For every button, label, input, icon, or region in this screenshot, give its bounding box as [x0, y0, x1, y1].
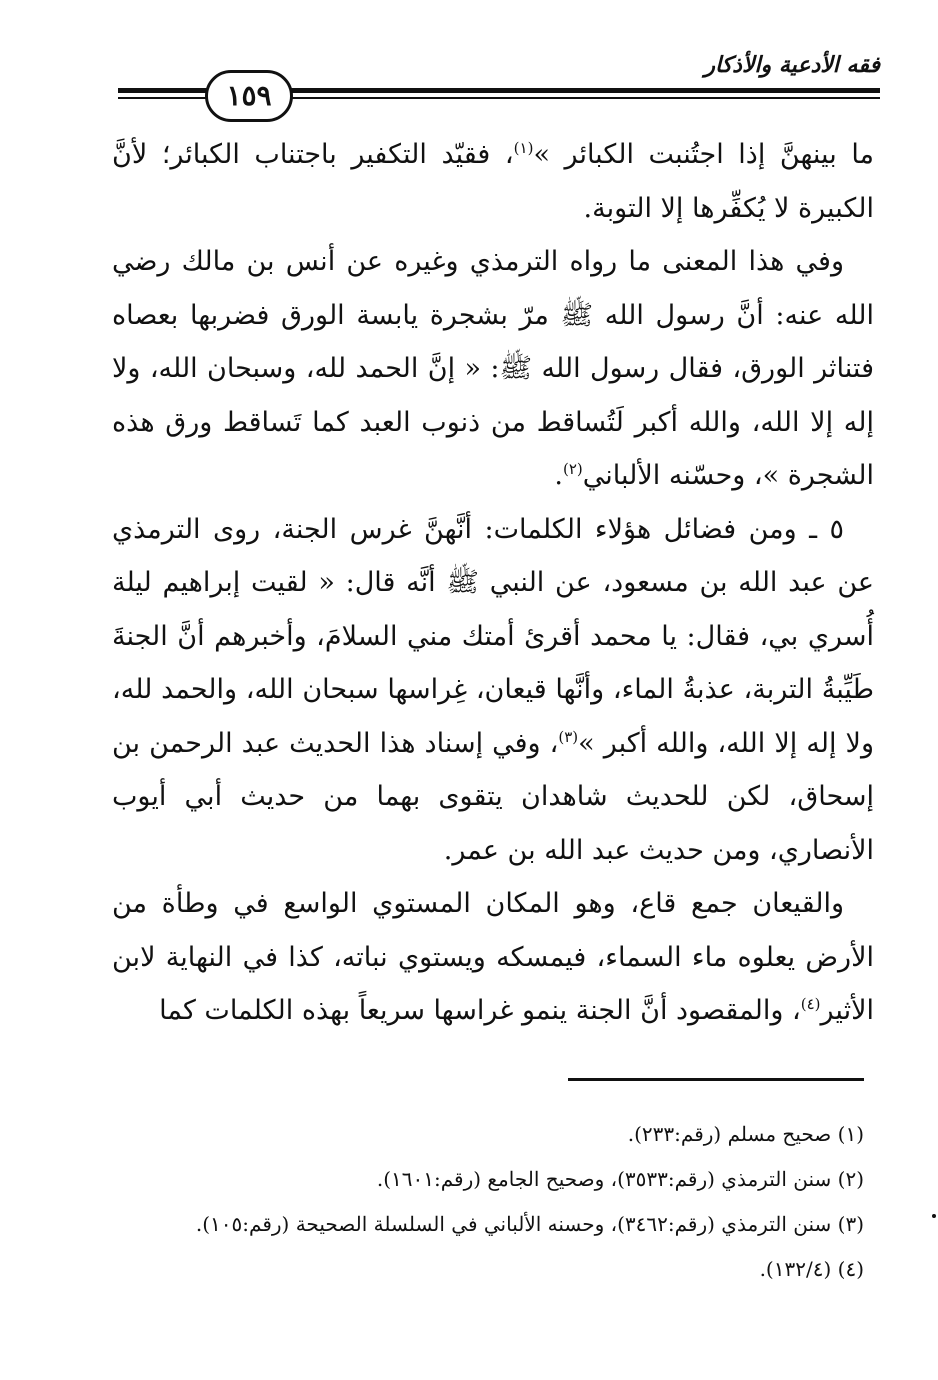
footnote-ref: (٣) — [558, 727, 579, 746]
page-number: ١٥٩ — [205, 70, 293, 122]
footnote-ref: (٤) — [800, 995, 821, 1013]
paragraph: والقيعان جمع قاع، وهو المكان المستوي الواسع في وطأة من الأرض يعلوه ماء السماء، فيمسكه ويستوي نباته، كذا في النهاية لابن الأثير$^{(٤)}$، والمقصود أنَّ الجنة ينمو غراسها سريعاً بهذه الكلمات كما — [112, 888, 874, 1026]
footnote-ref: (٢) — [562, 460, 583, 478]
margin-dot — [932, 1214, 936, 1218]
paragraph: ٥ ـ ومن فضائل هؤلاء الكلمات: أنَّهنَّ غرس الجنة، روى الترمذي عن عبد الله بن مسعود، عن النبي ﷺ أنَّه قال: « لقيت إبراهيم ليلة أُسري بي، فقال: يا محمد أقرئ أمتك مني السلامَ، وأخبرهم أنَّ الجنةَ طَيِّبةُ التربة، عذبةُ الماء، وأنَّها قيعان، غِراسها سبحان الله، والحمد لله، ولا إله إلا الله، والله أكبر »$^{(٣)}$، وفي إسناد هذا الحديث عبد الرحمن بن إسحاق، لكن للحديث شاهدان يتقوى بهما من حديث أبي أيوب الأنصاري، ومن حديث عبد الله بن عمر. — [112, 513, 874, 866]
paragraph: ما بينهنَّ إذا اجتُنبت الكبائر »$^{(١)}$، فقيّد التكفير باجتناب الكبائر؛ لأنَّ الكبيرة لا يُكفِّرها إلا التوبة. — [112, 139, 875, 224]
footnote: (١) صحيح مسلم (رقم:٢٣٣). — [627, 1122, 864, 1146]
footnotes — [112, 1112, 864, 1292]
footnote: (٤) (١٣٢/٤). — [759, 1257, 864, 1281]
footnote: (٣) سنن الترمذي (رقم:٣٤٦٢)، وحسنه الألباني في السلسلة الصحيحة (رقم:١٠٥). — [195, 1212, 864, 1236]
paragraph: وفي هذا المعنى ما رواه الترمذي وغيره عن أنس بن مالك رضي الله عنه: أنَّ رسول الله ﷺ مرّ بشجرة يابسة الورق فضربها بعصاه فتناثر الورق، فقال رسول الله ﷺ: « إنَّ الحمد لله، وسبحان الله، ولا إله إلا الله، والله أكبر لَتُساقط من ذنوب العبد كما تَساقط ورق هذه الشجرة »، وحسّنه الألباني$^{(٢)}$. — [112, 246, 874, 491]
main-text — [112, 128, 874, 1038]
footnote: (٢) سنن الترمذي (رقم:٣٥٣٣)، وصحيح الجامع (رقم:١٦٠١). — [376, 1167, 864, 1191]
footnote-ref: (١) — [513, 139, 534, 157]
book-title: فقه الأدعية والأذكار — [704, 52, 880, 78]
footnote-separator — [568, 1078, 864, 1081]
page-header — [110, 48, 880, 118]
